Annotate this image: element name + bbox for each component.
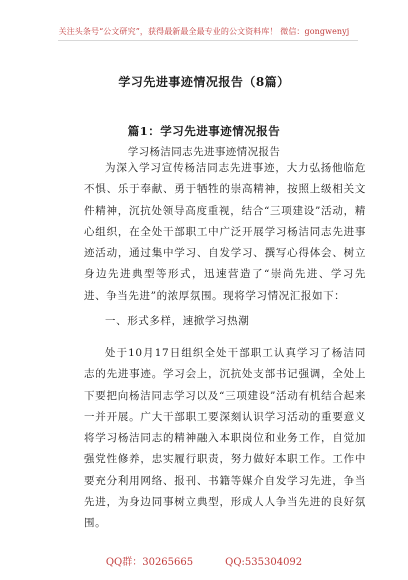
- footer-qq-group: QQ群：30265665: [105, 557, 194, 568]
- header-promo-note: 关注头条号“公文研究”，获得最新最全最专业的公文资料库！ 微信：gongwenyj: [58, 27, 350, 36]
- section-title: 篇1：学习先进事迹情况报告: [127, 124, 281, 138]
- section-subtitle: 学习杨洁同志先进事迹情况报告: [127, 146, 281, 158]
- document-title: 学习先进事迹情况报告（8篇）: [118, 75, 290, 89]
- header-divider: [58, 40, 358, 41]
- footer-qq-number: QQ:535304092: [225, 557, 303, 568]
- paragraph-study-session: 处于10月17日组织全处干部职工认真学习了杨洁同志的先进事迹。学习会上，沉抗处支部书记强调，全处上下要把向杨洁同志学习以及“三项建设”活动有机结合起来一并开展。广大干部职工要深刻认识学习活动的重要意义将学习杨洁同志的精神融入本职岗位和业务工作，自觉加强党性修养，忠实履行职责，努力做好本职工作。工作中要充分利用网络、报刊、书籍等媒介自发学习先进，争当先进，为身边同事树立典型，形成人人争当先进的良好氛围。: [84, 347, 366, 530]
- footer-contact: [0, 553, 408, 568]
- paragraph-intro: 为深入学习宣传杨洁同志先进事迹，大力弘扬他临危不惧、乐于奉献、勇于牺牲的崇高精神，按照上级相关文件精神，沉抗处领导高度重视，结合“三项建设”活动，精心组织，在全处干部职工中广泛开展学习杨洁同志先进事迹活动，通过集中学习、自发学习、撰写心得体会、树立身边先进典型等形式，迅速营造了“崇尚先进、学习先进、争当先进”的浓厚氛围。现将学习情况汇报如下：: [84, 162, 366, 302]
- subheading-1: 一、形式多样，速掀学习热潮: [105, 315, 250, 327]
